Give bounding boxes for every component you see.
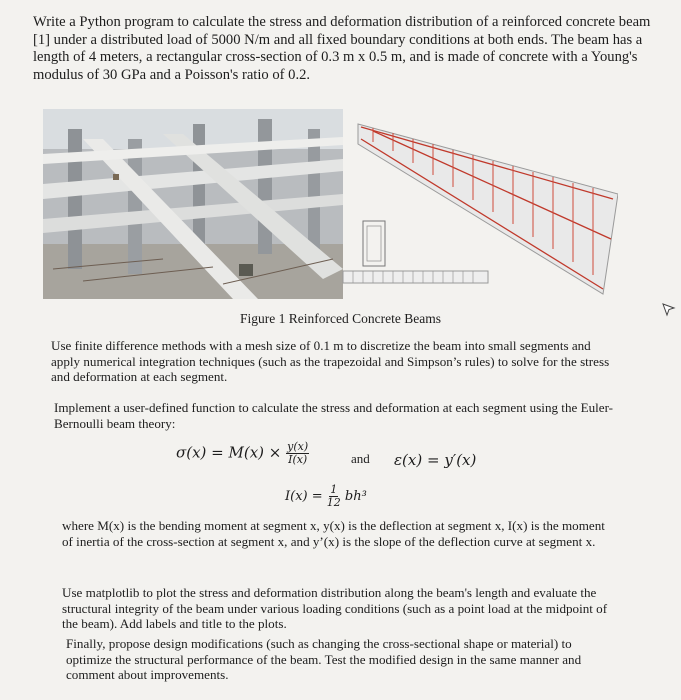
where-paragraph: where M(x) is the bending moment at segment x, y(x) is the deflection at segment x, I(x) is the moment of inertia of the cross-section at segment x, and y’(x) is the slope of the deflection curve at segment x.	[62, 518, 605, 549]
inertia-numerator: 1	[330, 483, 338, 496]
reinforced-concrete-beams-figure	[43, 109, 618, 299]
strain-equation: ε(x) = y′(x)	[394, 451, 477, 469]
inertia-fraction	[327, 484, 341, 509]
figure-1	[43, 109, 618, 299]
construction-photo	[43, 109, 343, 299]
problem-intro: Write a Python program to calculate the stress and deformation distribution of a reinforced concrete beam [1] under a distributed load of 5000 N/m and all fixed boundary conditions at both ends. The beam has a length of 4 meters, a rectangular cross-section of 0.3 m x 0.5 m, and is made of concrete with a Young's modulus of 30 GPa and a Poisson's ratio of 0.2.	[33, 14, 651, 83]
function-paragraph: Implement a user-defined function to calculate the stress and deformation at each segment using the Euler-Bernoulli beam theory:	[54, 400, 614, 431]
stress-denominator: I(x)	[288, 453, 308, 466]
and-word: and	[351, 451, 370, 466]
stress-equation	[176, 441, 309, 466]
inertia-lhs: I(x) =	[285, 489, 323, 504]
finally-paragraph: Finally, propose design modifications (such as changing the cross-sectional shape or material) to optimize the structural performance of the beam. Test the modified design in the same manner and comment about improvements.	[66, 636, 582, 683]
stress-equation-lhs: σ(x) = M(x) ×	[176, 443, 282, 462]
method-paragraph: Use finite difference methods with a mesh size of 0.1 m to discretize the beam into small segments and apply numerical integration techniques (such as the trapezoidal and Simpson’s rules) to solve for the stress and deformation at each segment.	[51, 338, 610, 385]
plot-paragraph: Use matplotlib to plot the stress and deformation distribution along the beam's length and evaluate the structural integrity of the beam under various loading conditions (such as a point load at the midpoint of the beam). Add labels and title to the plots.	[62, 585, 608, 632]
stress-fraction	[286, 441, 309, 466]
inertia-denominator: 12	[326, 496, 341, 509]
figure-caption: Figure 1 Reinforced Concrete Beams	[240, 311, 441, 326]
inertia-rhs: bh³	[344, 489, 367, 504]
rebar-cage-diagram	[343, 124, 618, 294]
mouse-cursor-icon	[662, 303, 676, 317]
stress-numerator: y(x)	[287, 440, 309, 453]
inertia-equation	[285, 484, 367, 509]
